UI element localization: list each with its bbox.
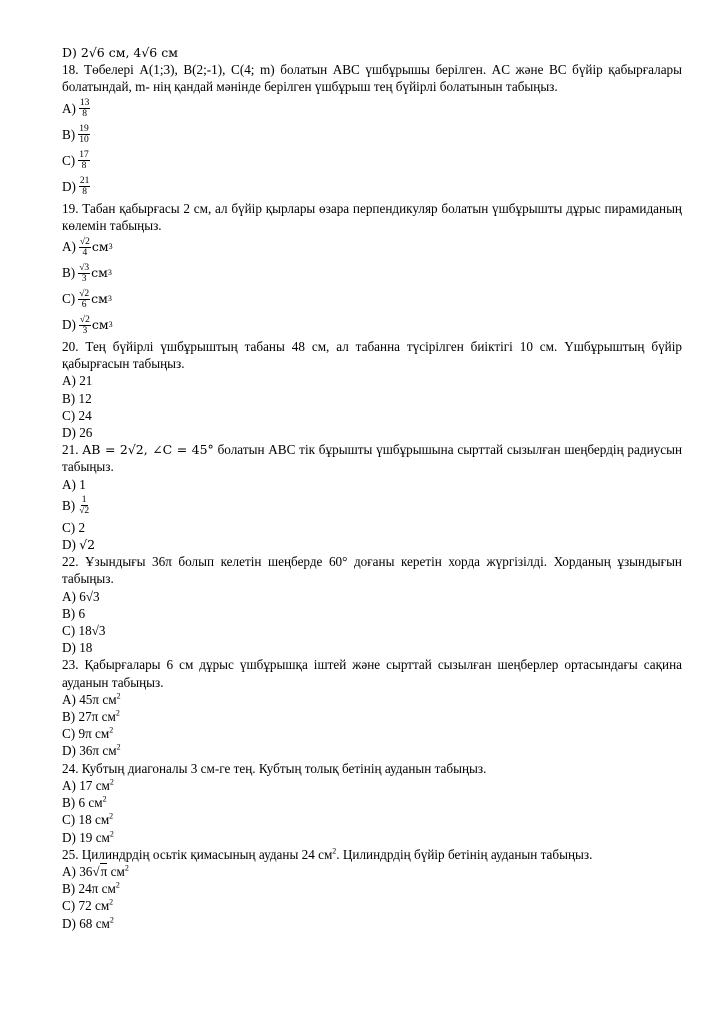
fraction: $\frac{√2}{3}$: [79, 314, 90, 336]
q24-option-c: C) 18 $см^2$: [62, 811, 114, 828]
q18-option-c: C) $\frac{17}{8}$: [62, 150, 89, 172]
q24-option-b: B) 6 $см^2$: [62, 794, 107, 811]
q20-option-d: D) 26: [62, 425, 93, 441]
q17-option-d: D) 2√6 см, 4√6 см: [62, 45, 178, 60]
q23-option-b: B) 27π $см^2$: [62, 708, 120, 725]
q21-option-c: C) 2: [62, 519, 86, 535]
q22-option-b: B) 6: [62, 605, 86, 621]
question-23: 23. Қабырғалары 6 см дұрыс үшбұрышқа іштей және сырттай сызылған шеңберлер ортасындағы сақина ауданын табыңыз.: [62, 657, 682, 690]
q25-option-c: C) 72 $см^2$: [62, 897, 114, 914]
fraction: $\frac{17}{8}$: [79, 150, 89, 172]
question-22: 22. Ұзындығы 36π болып келетін шеңберде 60° доғаны керетін хорда жүргізілді. Хорданың ұзындығын табыңыз.: [62, 554, 682, 587]
fraction: $\frac{√2}{6}$: [79, 288, 90, 310]
q21-math: AB = 2√2, ∠C = 45°: [82, 442, 214, 458]
q25-option-a: A) 36√π $см^2$: [62, 863, 129, 879]
q19-option-c: C) $\frac{√2}{6}$ см 3: [62, 288, 112, 310]
fraction: $\frac{√3}{3}$: [79, 262, 90, 284]
q23-option-d: D) 36π $см^2$: [62, 743, 121, 759]
question-20: 20. Тең бүйірлі үшбұрыштың табаны 48 см, ал табанна түсірілген биіктігі 10 см. Үшбұрыштың бүйір қабырғасын табыңыз.: [62, 339, 682, 372]
question-19: 19. Табан қабырғасы 2 см, ал бүйір қырлары өзара перпендикуляр болатын үшбұрышты дұрыс пирамиданың көлемін табыңыз.: [62, 200, 682, 233]
q25-option-d: D) 68 $см^2$: [62, 915, 114, 931]
sqrt-pi: √π: [92, 863, 108, 879]
q19-option-b: B) $\frac{√3}{3}$ см 3: [62, 262, 112, 284]
q24-option-a: A) 17 $см^2$: [62, 777, 114, 793]
fraction: $\frac{13}{8}$: [79, 98, 90, 120]
fraction: $\frac{19}{10}$: [79, 124, 89, 146]
q20-option-a: A) 21: [62, 373, 93, 389]
question-21: 21. AB = 2√2, ∠C = 45° болатын ABC тік бұрышты үшбұрышына сырттай сызылған шеңбердің радиусын табыңыз.: [62, 442, 683, 475]
fraction: $\frac{1}{√2}$: [79, 495, 90, 517]
q20-option-b: B) 12: [62, 390, 92, 406]
q18-option-b: B) $\frac{19}{10}$: [62, 124, 89, 146]
q18-option-a: A) $\frac{13}{8}$: [62, 98, 90, 120]
question-25: 25. Цилиндрдің осьтік қимасының ауданы 24 $см^2$. Цилиндрдің бүйір бетінің ауданын табыңыз.: [62, 846, 593, 862]
q22-option-c: C) 18√3: [62, 623, 106, 639]
q23-option-a: A) 45π $см^2$: [62, 691, 121, 707]
q19-option-a: A) $\frac{√2}{4}$ см 3: [62, 236, 113, 258]
q19-option-d: D) $\frac{√2}{3}$ см 3: [62, 314, 113, 336]
q24-option-d: D) 19 $см^2$: [62, 829, 114, 845]
question-24: 24. Кубтың диагоналы 3 см-ге тең. Кубтың толық бетінің ауданын табыңыз.: [62, 760, 487, 776]
q22-option-a: A) 6√3: [62, 588, 100, 604]
q21-option-a: A) 1: [62, 476, 86, 492]
q25-option-b: B) 24π $см^2$: [62, 880, 120, 897]
q21-option-d: D) √2: [62, 537, 96, 553]
q20-option-c: C) 24: [62, 407, 92, 423]
q22-option-d: D) 18: [62, 640, 93, 656]
q18-option-d: D) $\frac{21}{8}$: [62, 176, 90, 198]
q21-option-b: B) $\frac{1}{√2}$: [62, 495, 90, 517]
question-18: 18. Төбелері A(1;3), B(2;-1), C(4; m) болатын ABC үшбұрышы берілген. AC және BC бүйір қабырғалары болатындай, m- нің қандай мәнінде берілген үшбұрыш тең бүйірлі болатынын табыңыз.: [62, 62, 682, 95]
fraction: $\frac{21}{8}$: [79, 176, 90, 198]
q23-option-c: C) 9π $см^2$: [62, 725, 114, 742]
fraction: $\frac{√2}{4}$: [79, 236, 90, 258]
